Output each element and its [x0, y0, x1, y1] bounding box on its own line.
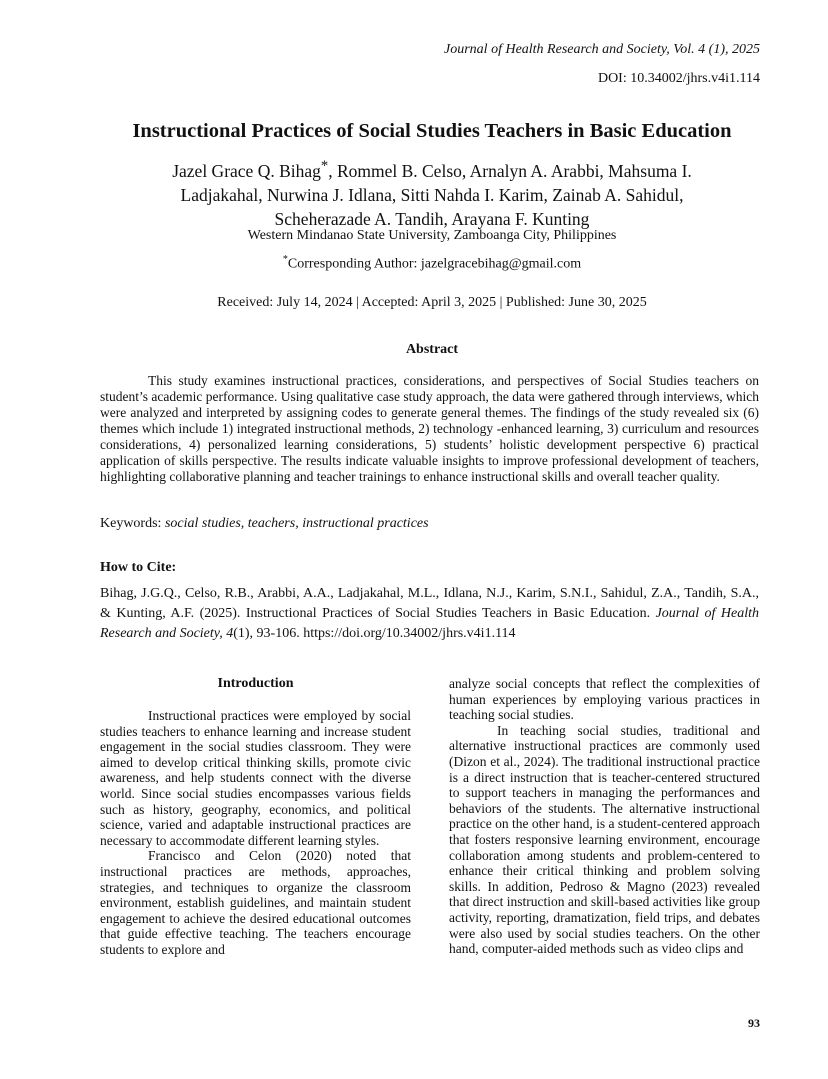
paragraph: In teaching social studies, traditional and alternative instructional practices are commonly used (Dizon et al., 2024). The traditional instructional practice is a direct instruction that is teacher-centered structured to support teachers in managing the performances and behaviors of the students. The alternative instructional practice on the other hand, is a student-centered approach that fosters responsive learning environment, encourage collaboration among students and problem-centered to enhance their critical thinking and problem solving skills. In addition, Pedroso & Magno (2023) revealed that direct instruction and skill-based activities like group activity, reporting, dramatization, field trips, and debates were also used by social studies teachers. On the other hand, computer-aided methods such as video clips and [449, 722, 760, 957]
corresponding-author [60, 254, 804, 273]
page-number: 93 [748, 1016, 760, 1030]
corresponding-author-text: Corresponding Author: jazelgracebihag@gmail.com [287, 256, 582, 272]
doi-header: DOI: 10.34002/jhrs.v4i1.114 [597, 71, 760, 86]
paper-title: Instructional Practices of Social Studies Teachers in Basic Education [132, 120, 732, 142]
left-column [100, 708, 411, 958]
right-column [449, 676, 760, 957]
abstract-heading: Abstract [405, 342, 459, 357]
citation-part-1: Bihag, J.G.Q., Celso, R.B., Arabbi, A.A., Ladjakahal, M.L., Idlana, N.J., Karim, S.N.I., Sahidul, Z.A., Tandih, S.A., & Kunting, A.F. (2025). Instructional Practices of Social Studies Teachers in Basic Education. [100, 586, 759, 621]
citation-text [100, 584, 759, 644]
corresponding-author-mark: * [320, 158, 329, 174]
introduction-heading: Introduction [217, 676, 294, 691]
affiliation: Western Mindanao State University, Zamboanga City, Philippines [247, 228, 617, 243]
journal-citation-header: Journal of Health Research and Society, Vol. 4 (1), 2025 [444, 42, 760, 57]
abstract-text: This study examines instructional practices, considerations, and perspectives of Social Studies teachers on student’s academic performance. Using qualitative case study approach, the data were gathered through interviews, which were analyzed and interpreted by assigning codes to generate general themes. The findings of the study revealed six (6) themes which include 1) integrated instructional methods, 2) technology -enhanced learning, 3) curriculum and resources considerations, 4) personalized learning considerations, 5) students’ holistic development perspective 6) practical application of skills perspective. The results indicate valuable insights to improve professional development of teachers, highlighting collaborative planning and teacher trainings to enhance instructional skills and overall teacher quality. [100, 373, 759, 484]
author-line-2: Ladjakahal, Nurwina J. Idlana, Sitti Nahda I. Karim, Zainab A. Sahidul, [180, 184, 684, 205]
paragraph: Instructional practices were employed by social studies teachers to enhance learning and increase student engagement in the social studies classroom. They were aimed to develop critical thinking skills, promote civic awareness, and help students connect with the diverse world. Since social studies encompasses various fields such as history, geography, economics, and political science, varied and adaptable instructional practices are necessary to accommodate different learning styles. [100, 708, 411, 848]
citation-journal: Journal of Health Research and Society, 4 [100, 606, 759, 641]
corresponding-mark: * [282, 254, 288, 265]
author-line-1-rest: , Rommel B. Celso, Arnalyn A. Arabbi, Mahsuma I. [328, 160, 692, 181]
author-list [110, 154, 754, 231]
citation-part-2: (1), 93-106. https://doi.org/10.34002/jhrs.v4i1.114 [233, 626, 516, 641]
paragraph: Francisco and Celon (2020) noted that instructional practices are methods, approaches, strategies, and techniques to organize the classroom environment, establish guidelines, and maintain student engagement to achieve the desired educational outcomes that guide effective teaching. The teachers encourage students to explore and [100, 848, 411, 957]
keywords [100, 516, 760, 532]
paragraph: analyze social concepts that reflect the complexities of human experiences by employing various practices in teaching social studies. [449, 676, 760, 723]
publication-dates: Received: July 14, 2024 | Accepted: April 3, 2025 | Published: June 30, 2025 [217, 295, 647, 310]
first-author: Jazel Grace Q. Bihag [172, 160, 321, 181]
keywords-label: Keywords: [100, 516, 165, 531]
author-line-3: Scheherazade A. Tandih, Arayana F. Kunting [274, 208, 590, 229]
keywords-values: social studies, teachers, instructional practices [164, 516, 429, 531]
how-to-cite-heading: How to Cite: [100, 560, 177, 575]
author-line-1 [110, 154, 754, 183]
